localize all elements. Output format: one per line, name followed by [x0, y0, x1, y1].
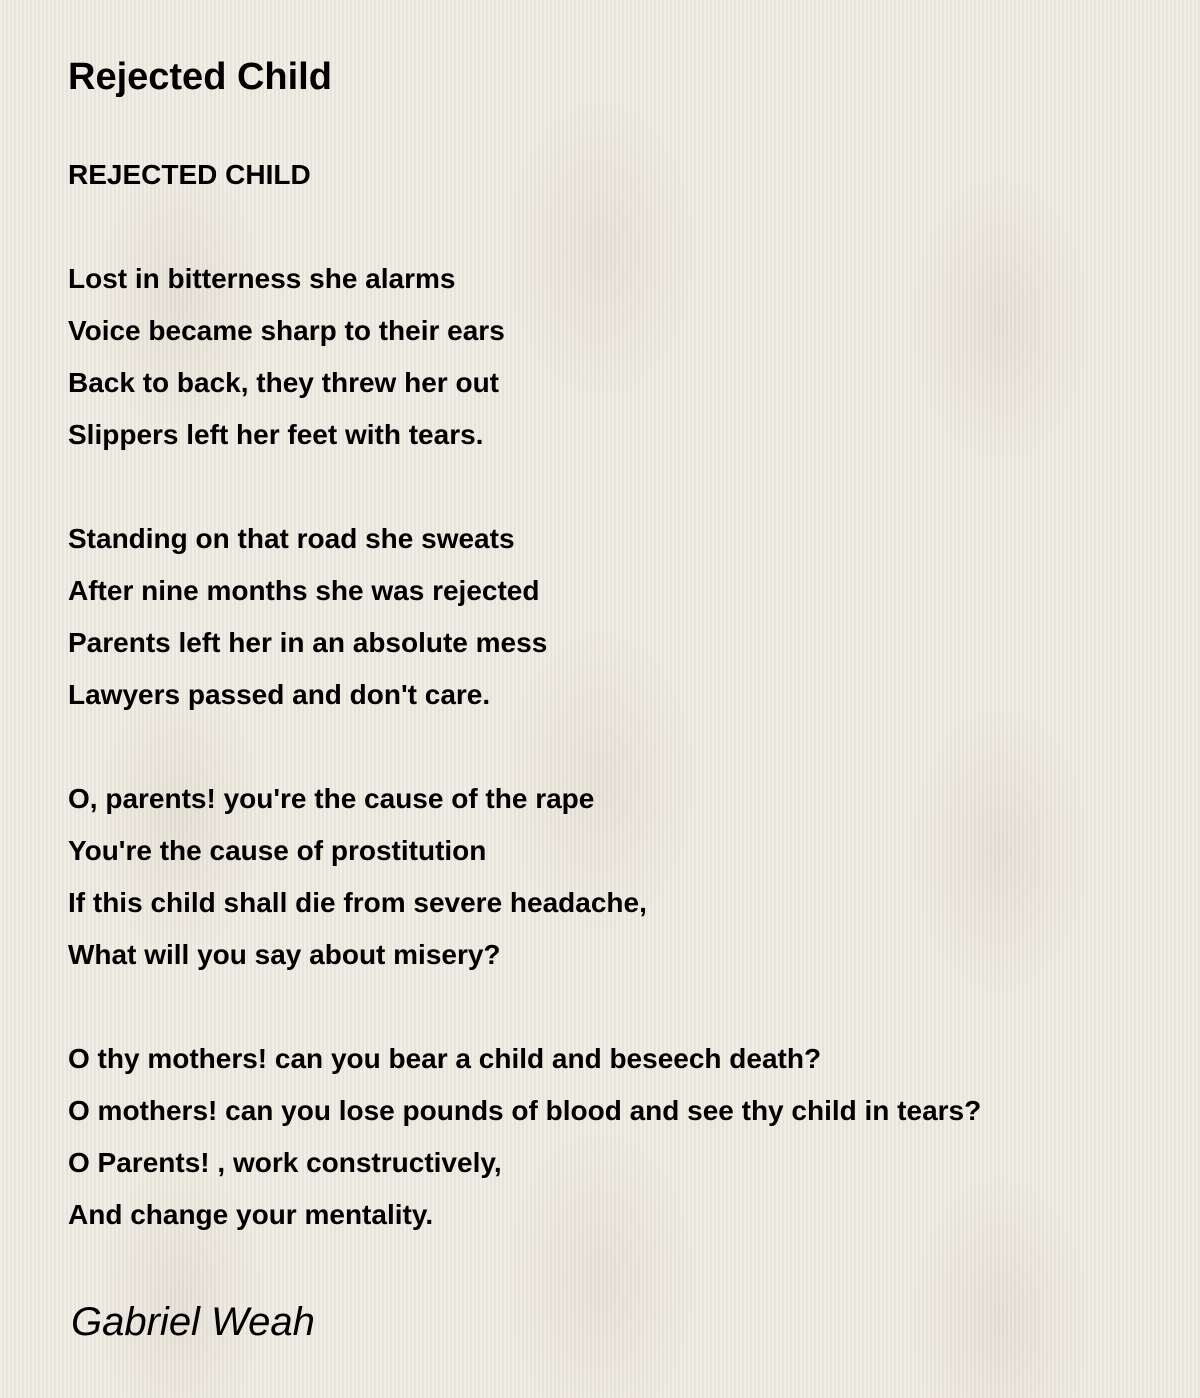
poem-line: What will you say about misery? [68, 939, 501, 970]
author-name: Gabriel Weah [71, 1300, 315, 1344]
poem-line: O, parents! you're the cause of the rape [68, 783, 595, 814]
poem-heading: REJECTED CHILD [68, 159, 311, 190]
poem-heading-block [68, 149, 981, 201]
poem-line: Lawyers passed and don't care. [68, 679, 491, 710]
poem-line: You're the cause of prostitution [68, 835, 487, 866]
poem-line: Standing on that road she sweats [68, 523, 515, 554]
poem-line: Back to back, they threw her out [68, 367, 499, 398]
poem-title: Rejected Child [68, 56, 332, 98]
poem-line: Voice became sharp to their ears [68, 315, 505, 346]
poem-line: If this child shall die from severe headache, [68, 887, 647, 918]
poem-line: Lost in bitterness she alarms [68, 263, 456, 294]
poem-line: O mothers! can you lose pounds of blood and see thy child in tears? [68, 1095, 982, 1126]
poem-line: After nine months she was rejected [68, 575, 540, 606]
poem-line: O thy mothers! can you bear a child and beseech death? [68, 1043, 822, 1074]
stanza-1 [68, 253, 981, 461]
poem-line: And change your mentality. [68, 1199, 434, 1230]
poem-body [68, 149, 981, 1241]
poem-line: O Parents! , work constructively, [68, 1147, 502, 1178]
poem-line: Parents left her in an absolute mess [68, 627, 548, 658]
stanza-3 [68, 773, 981, 981]
stanza-4 [68, 1033, 981, 1241]
stanza-2 [68, 513, 981, 721]
poem-line: Slippers left her feet with tears. [68, 419, 484, 450]
